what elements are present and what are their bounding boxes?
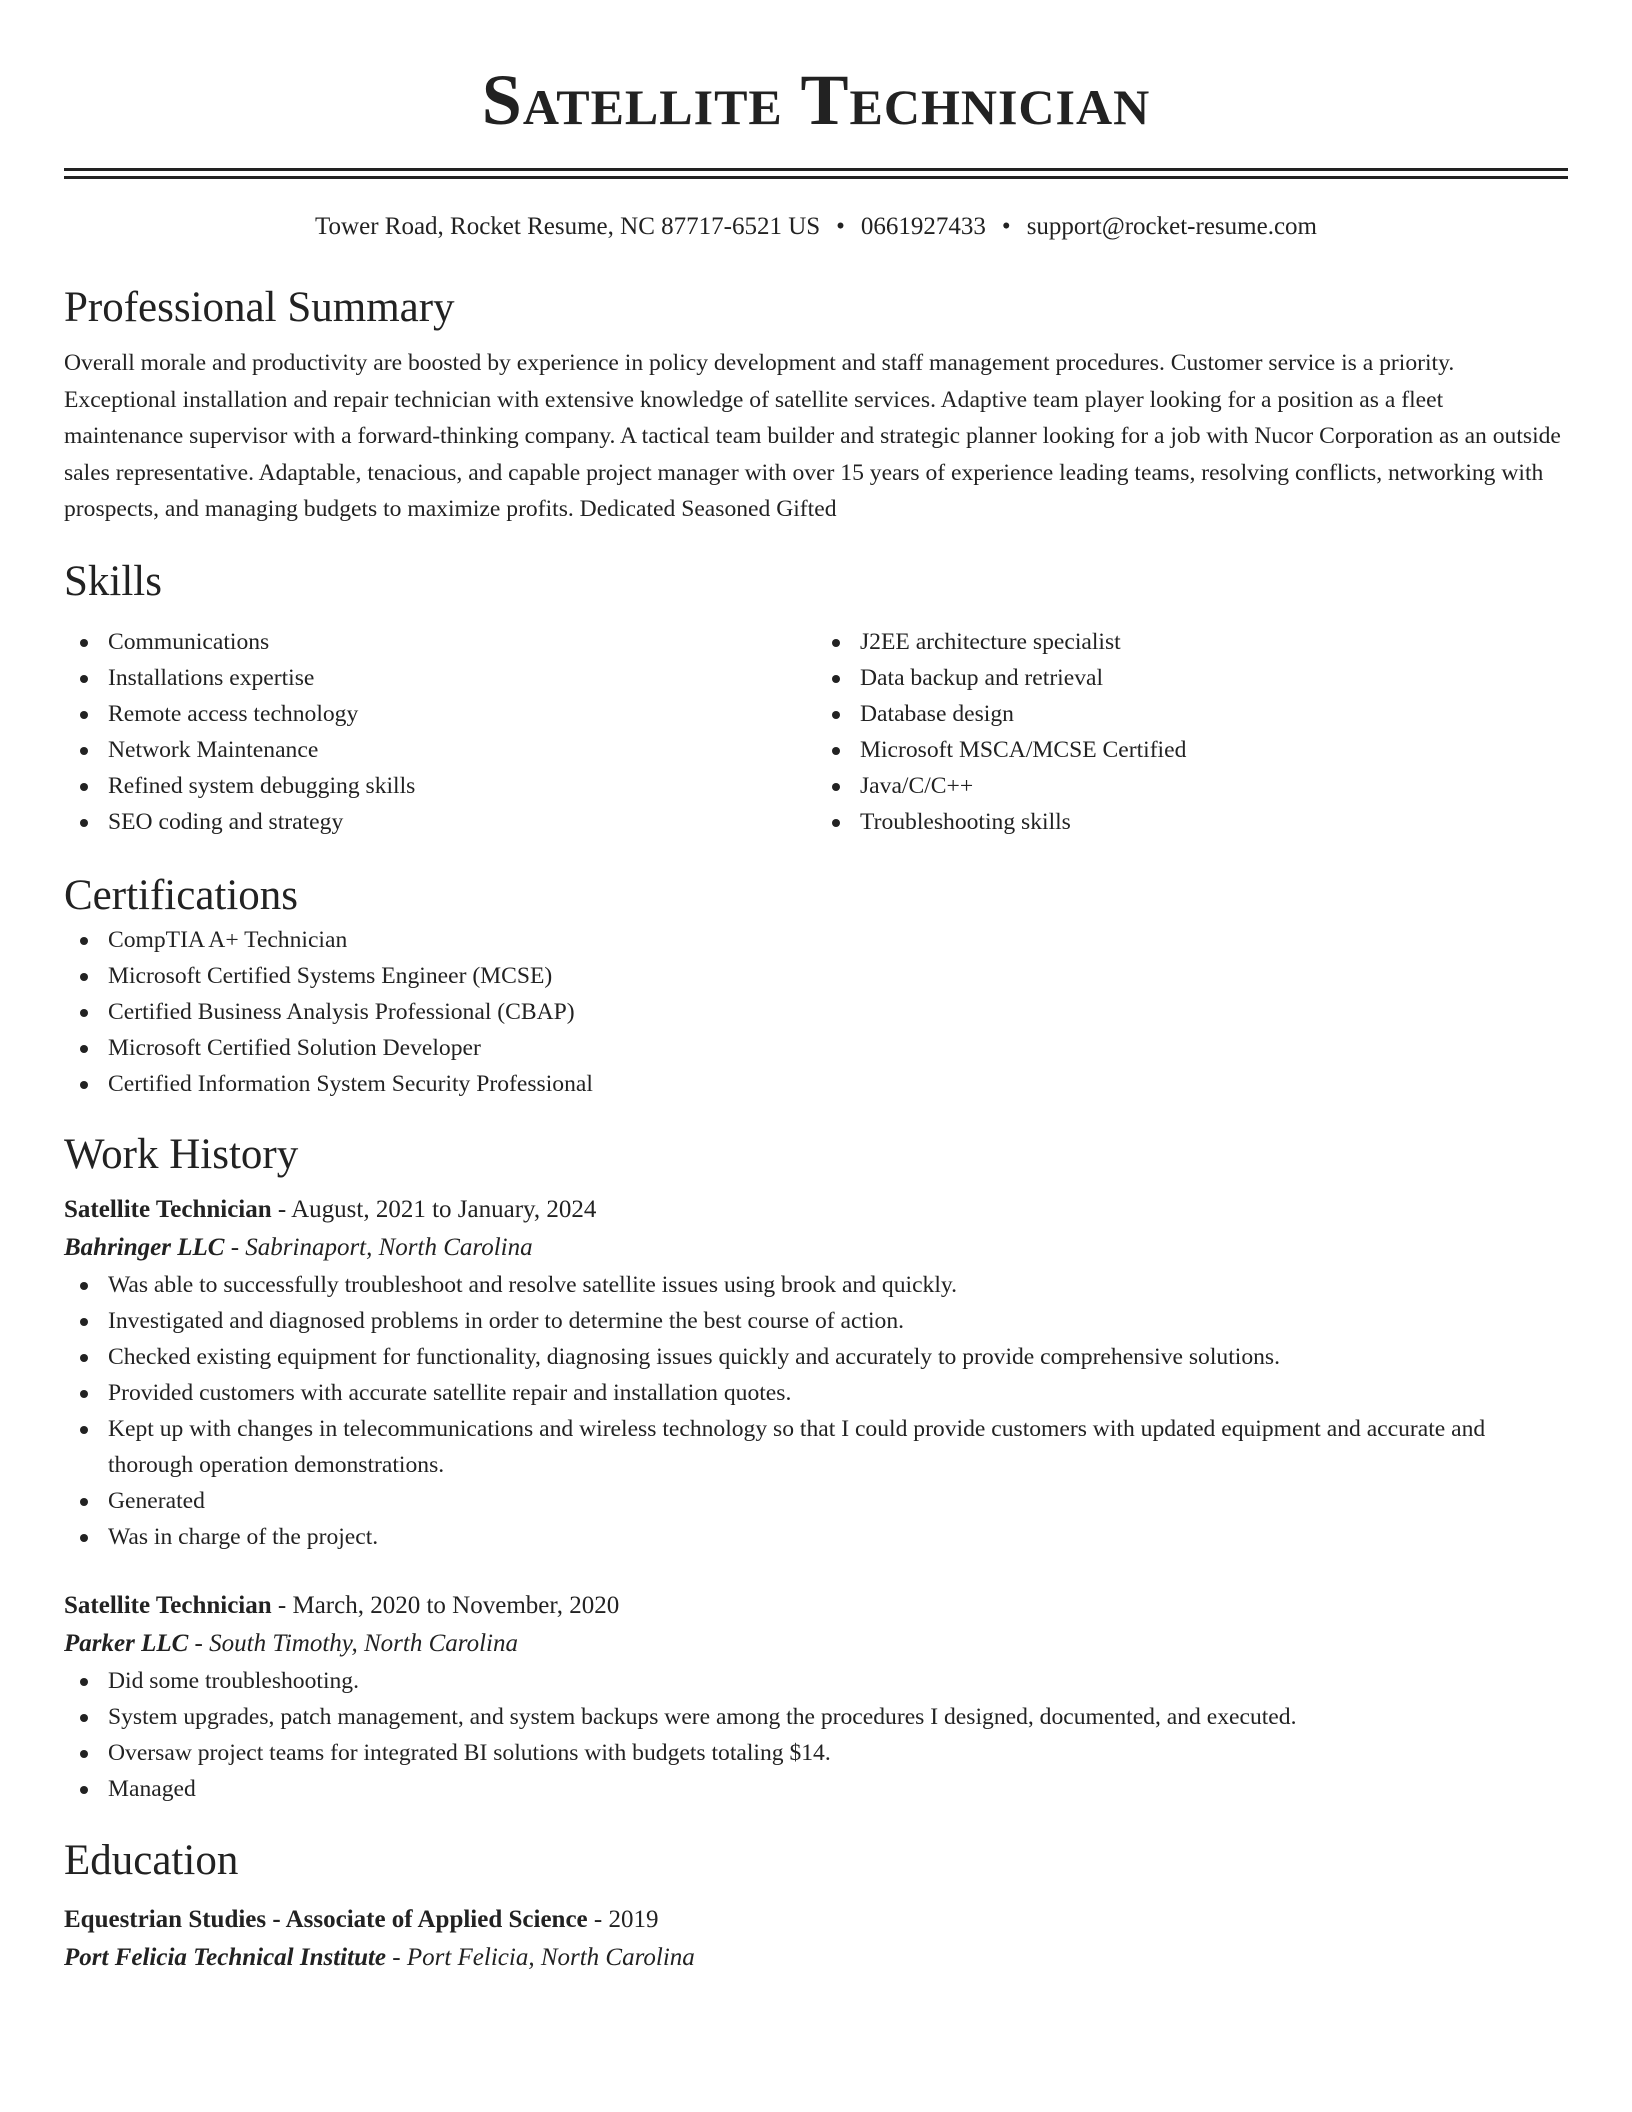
- section-title-skills: Skills: [64, 557, 162, 605]
- section-title-education: Education: [64, 1836, 239, 1884]
- job-company: Parker LLC: [64, 1629, 189, 1657]
- job-duty: Did some troubleshooting.: [64, 1663, 1568, 1699]
- job-duty: Was in charge of the project.: [64, 1519, 1568, 1555]
- job-location: - Sabrinaport, North Carolina: [224, 1233, 533, 1261]
- section-title-summary: Professional Summary: [64, 284, 455, 331]
- job-duties-list: [64, 1267, 1568, 1555]
- education-year: - 2019: [587, 1905, 659, 1933]
- job-duty: Kept up with changes in telecommunications and wireless technology so that I could provide customers with updated equipment and accurate and thorough operation demonstrations.: [64, 1411, 1568, 1483]
- skill-item: Remote access technology: [64, 696, 816, 732]
- section-title-certifications: Certifications: [64, 871, 299, 919]
- skills-columns: [64, 624, 1568, 840]
- skill-item: Installations expertise: [64, 660, 816, 696]
- contact-line: [64, 212, 1568, 242]
- contact-separator: •: [836, 213, 845, 240]
- skill-item: Database design: [816, 696, 1568, 732]
- job-duty: Was able to successfully troubleshoot and resolve satellite issues using brook and quickly.: [64, 1267, 1568, 1303]
- skill-item: Network Maintenance: [64, 732, 816, 768]
- header-rule-bottom: [64, 176, 1568, 179]
- contact-email[interactable]: support@rocket-resume.com: [1026, 213, 1317, 240]
- skill-item: SEO coding and strategy: [64, 804, 816, 840]
- job-dates: - March, 2020 to November, 2020: [271, 1591, 620, 1619]
- certification-item: Microsoft Certified Solution Developer: [64, 1030, 1568, 1066]
- skill-item: Communications: [64, 624, 816, 660]
- education-degree: Equestrian Studies - Associate of Applied Science: [64, 1905, 588, 1933]
- job-entry: [64, 1191, 1568, 1555]
- certification-item: Certified Information System Security Professional: [64, 1066, 1568, 1102]
- job-dates: - August, 2021 to January, 2024: [271, 1195, 597, 1223]
- job-duty: System upgrades, patch management, and system backups were among the procedures I designed, documented, and executed.: [64, 1699, 1568, 1735]
- skill-item: J2EE architecture specialist: [816, 624, 1568, 660]
- certification-item: Certified Business Analysis Professional (CBAP): [64, 994, 1568, 1030]
- certifications-list: [64, 922, 1568, 1102]
- skills-list-left: [64, 624, 816, 840]
- skill-item: Troubleshooting skills: [816, 804, 1568, 840]
- job-company-line: [64, 1625, 1568, 1663]
- job-company-line: [64, 1229, 1568, 1267]
- job-company: Bahringer LLC: [64, 1233, 225, 1261]
- job-duty: Provided customers with accurate satellite repair and installation quotes.: [64, 1375, 1568, 1411]
- certification-item: CompTIA A+ Technician: [64, 922, 1568, 958]
- skills-list-right: [816, 624, 1568, 840]
- job-role: Satellite Technician: [64, 1591, 272, 1619]
- education-school-line: [64, 1939, 1568, 1977]
- job-duty: Checked existing equipment for functionality, diagnosing issues quickly and accurately to provide comprehensive solutions.: [64, 1339, 1568, 1375]
- education-school: Port Felicia Technical Institute: [64, 1943, 387, 1971]
- header-rule-top: [64, 168, 1568, 171]
- job-duties-list: [64, 1663, 1568, 1807]
- education-heading: [64, 1901, 1568, 1939]
- job-duty: Managed: [64, 1771, 1568, 1807]
- job-duty: Generated: [64, 1483, 1568, 1519]
- job-duty: Investigated and diagnosed problems in order to determine the best course of action.: [64, 1303, 1568, 1339]
- certification-item: Microsoft Certified Systems Engineer (MCSE): [64, 958, 1568, 994]
- job-heading: [64, 1587, 1568, 1625]
- job-heading: [64, 1191, 1568, 1229]
- skill-item: Java/C/C++: [816, 768, 1568, 804]
- section-title-work-history: Work History: [64, 1130, 299, 1178]
- job-location: - South Timothy, North Carolina: [188, 1629, 518, 1657]
- resume-name: Satellite Technician: [481, 60, 1151, 140]
- summary-text: Overall morale and productivity are boosted by experience in policy development and staff management procedures. Customer service is a priority. Exceptional installation and repair technician with extensive knowledge of satellite services. Adaptive team player looking for a position as a fleet maintenance supervisor with a forward-thinking company. A tactical team builder and strategic planner looking for a job with Nucor Corporation as an outside sales representative. Adaptable, tenacious, and capable project manager with over 15 years of experience leading teams, resolving conflicts, networking with prospects, and managing budgets to maximize profits. Dedicated Seasoned Gifted: [64, 350, 1561, 523]
- skill-item: Data backup and retrieval: [816, 660, 1568, 696]
- job-role: Satellite Technician: [64, 1195, 272, 1223]
- job-duty: Oversaw project teams for integrated BI solutions with budgets totaling $14.: [64, 1735, 1568, 1771]
- skill-item: Refined system debugging skills: [64, 768, 816, 804]
- education-location: - Port Felicia, North Carolina: [386, 1943, 695, 1971]
- contact-separator: •: [1001, 213, 1011, 240]
- contact-phone: 0661927433: [860, 213, 986, 240]
- contact-address: Tower Road, Rocket Resume, NC 87717-6521 US: [315, 213, 821, 240]
- skill-item: Microsoft MSCA/MCSE Certified: [816, 732, 1568, 768]
- job-entry: [64, 1587, 1568, 1807]
